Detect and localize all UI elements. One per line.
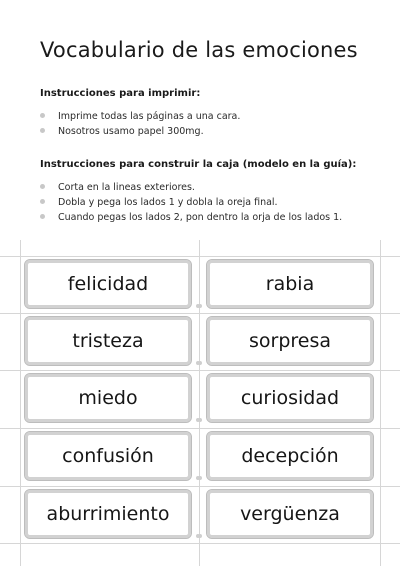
word-card: felicidad — [24, 259, 192, 309]
list-item-text: Cuando pegas los lados 2, pon dentro la orja de los lados 1. — [58, 212, 343, 223]
word-card: curiosidad — [206, 373, 374, 423]
word-card: vergüenza — [206, 489, 374, 539]
list-item-text: Dobla y pega los lados 1 y dobla la oreja final. — [58, 197, 278, 208]
list-item-text: Corta en la lineas exteriores. — [58, 182, 195, 193]
word-card: aburrimiento — [24, 489, 192, 539]
page-title: Vocabulario de las emociones — [40, 38, 358, 62]
print-instructions-heading: Instrucciones para imprimir: — [40, 88, 201, 99]
word-card: decepción — [206, 431, 374, 481]
word-card: sorpresa — [206, 316, 374, 366]
list-item-text: Nosotros usamo papel 300mg. — [58, 126, 204, 137]
word-card: confusión — [24, 431, 192, 481]
word-card: rabia — [206, 259, 374, 309]
list-item-text: Imprime todas las páginas a una cara. — [58, 111, 241, 122]
box-instructions-heading: Instrucciones para construir la caja (modelo en la guía): — [40, 159, 357, 170]
word-card: tristeza — [24, 316, 192, 366]
word-card: miedo — [24, 373, 192, 423]
